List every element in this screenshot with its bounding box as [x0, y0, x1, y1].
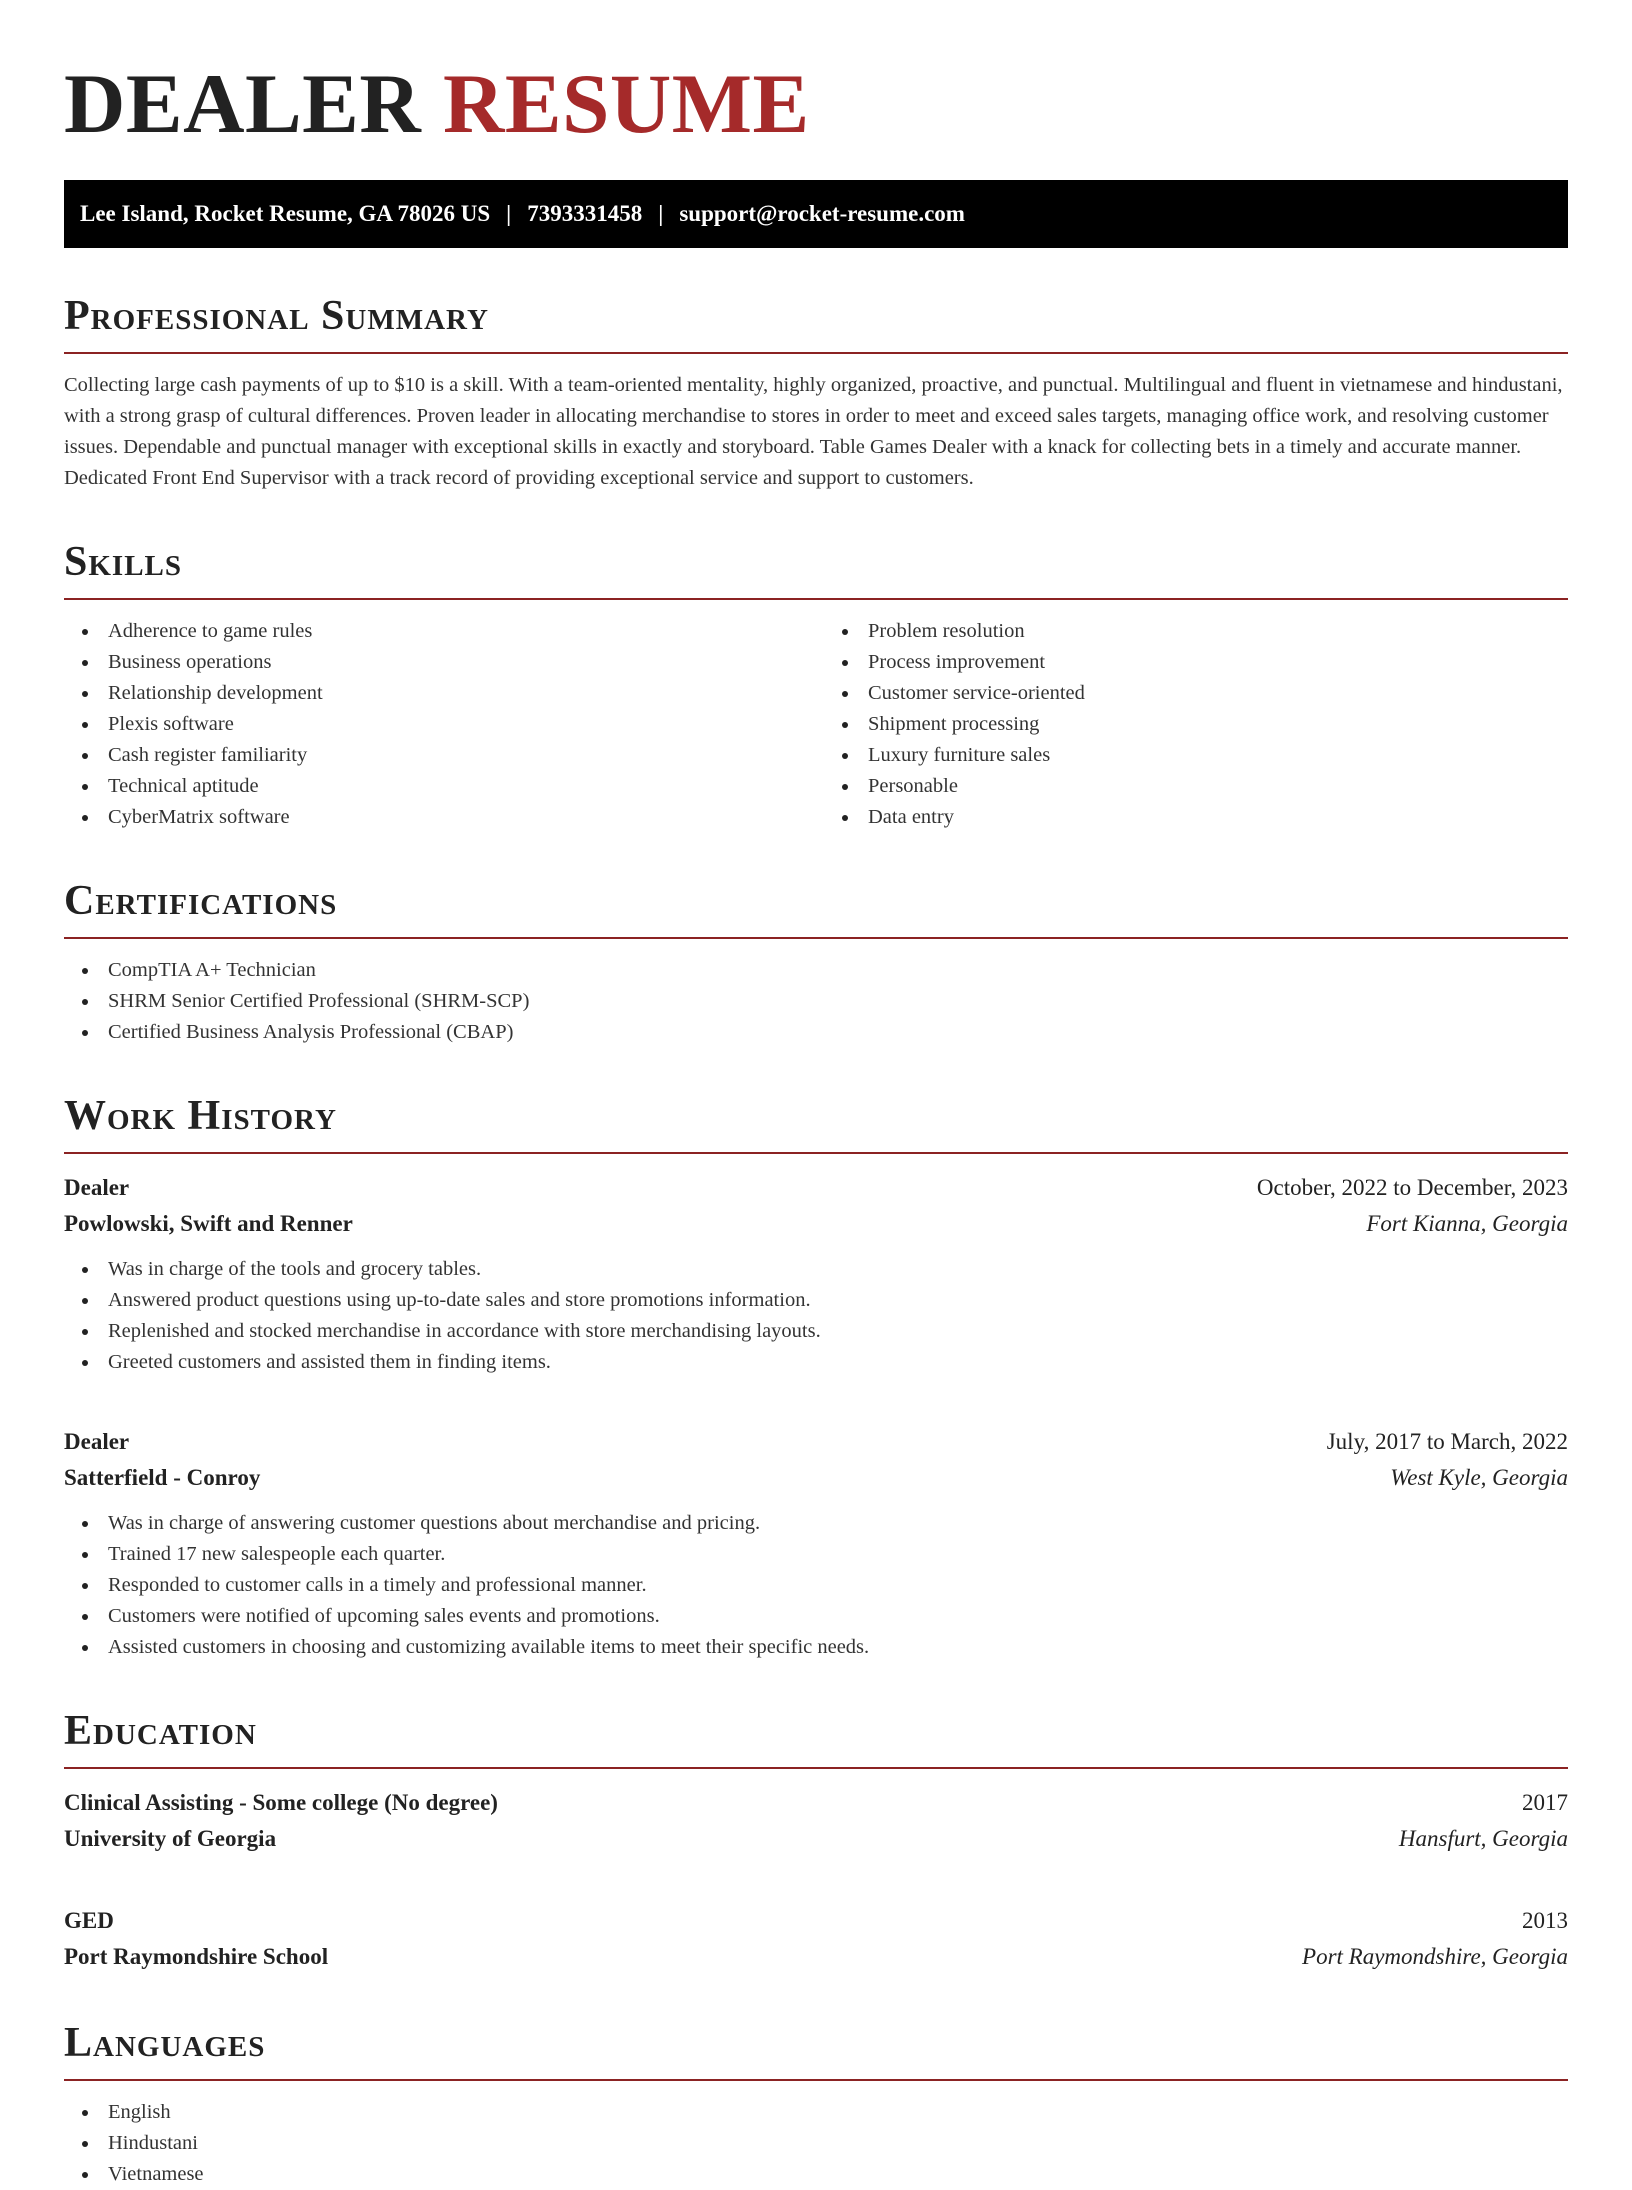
certification-item: Certified Business Analysis Professional (CBAP)	[108, 1017, 1568, 1048]
languages-list	[64, 2097, 1568, 2190]
work-history-heading: Work History	[64, 1092, 1568, 1154]
job-duty: Responded to customer calls in a timely and professional manner.	[108, 1570, 1568, 1601]
job-location: West Kyle, Georgia	[1390, 1465, 1568, 1490]
contact-separator: |	[506, 201, 512, 226]
skill-item: Personable	[868, 771, 1568, 802]
education-degree: GED	[64, 1908, 114, 1933]
language-item: Vietnamese	[108, 2159, 1568, 2190]
skills-heading: Skills	[64, 538, 1568, 600]
education-location: Port Raymondshire, Georgia	[1302, 1944, 1568, 1969]
job-duties-list	[64, 1508, 1568, 1663]
certification-item: SHRM Senior Certified Professional (SHRM-SCP)	[108, 986, 1568, 1017]
education-school: Port Raymondshire School	[64, 1944, 329, 1969]
summary-section	[64, 292, 1568, 494]
skill-item: CyberMatrix software	[108, 802, 808, 833]
skill-item: Problem resolution	[868, 616, 1568, 647]
skill-item: Cash register familiarity	[108, 740, 808, 771]
summary-text: Collecting large cash payments of up to $10 is a skill. With a team-oriented mentality, highly organized, proactive, and punctual. Multilingual and fluent in vietnamese and hindustani, with a strong grasp of cultural differences. Proven leader in allocating merchandise to stores in order to meet and exceed sales targets, managing office work, and resolving customer issues. Dependable and punctual manager with exceptional skills in exactly and storyboard. Table Games Dealer with a knack for collecting bets in a timely and accurate manner. Dedicated Front End Supervisor with a track record of providing exceptional service and support to customers.	[64, 374, 1563, 489]
certifications-list	[64, 955, 1568, 1048]
job-duty: Was in charge of answering customer questions about merchandise and pricing.	[108, 1508, 1568, 1539]
certifications-heading: Certifications	[64, 877, 1568, 939]
skills-section	[64, 538, 1568, 833]
skill-item: Business operations	[108, 647, 808, 678]
languages-heading: Languages	[64, 2019, 1568, 2081]
skill-item: Luxury furniture sales	[868, 740, 1568, 771]
job-duty: Was in charge of the tools and grocery tables.	[108, 1254, 1568, 1285]
title-part-2: RESUME	[443, 57, 810, 151]
contact-address: Lee Island, Rocket Resume, GA 78026 US	[80, 201, 491, 226]
skill-item: Adherence to game rules	[108, 616, 808, 647]
education-location: Hansfurt, Georgia	[1398, 1826, 1568, 1851]
education-school: University of Georgia	[64, 1826, 277, 1851]
job-duty: Trained 17 new salespeople each quarter.	[108, 1539, 1568, 1570]
job-dates: July, 2017 to March, 2022	[1326, 1429, 1568, 1454]
education-year: 2017	[1522, 1790, 1568, 1815]
job-title: Dealer	[64, 1175, 130, 1200]
skills-grid	[64, 600, 1568, 833]
skills-list-left	[64, 616, 808, 833]
skill-item: Data entry	[868, 802, 1568, 833]
skill-item: Relationship development	[108, 678, 808, 709]
job-duty: Answered product questions using up-to-date sales and store promotions information.	[108, 1285, 1568, 1316]
work-history-section	[64, 1092, 1568, 1663]
job-duty: Greeted customers and assisted them in finding items.	[108, 1347, 1568, 1378]
skill-item: Shipment processing	[868, 709, 1568, 740]
skill-item: Process improvement	[868, 647, 1568, 678]
skill-item: Plexis software	[108, 709, 808, 740]
education-section	[64, 1707, 1568, 1975]
education-heading: Education	[64, 1707, 1568, 1769]
summary-heading: Professional Summary	[64, 292, 1568, 354]
certification-item: CompTIA A+ Technician	[108, 955, 1568, 986]
job-company: Powlowski, Swift and Renner	[64, 1211, 353, 1236]
education-entry	[64, 1785, 1568, 1857]
job-entry	[64, 1170, 1568, 1378]
education-year: 2013	[1522, 1908, 1568, 1933]
job-title: Dealer	[64, 1429, 130, 1454]
languages-section	[64, 2019, 1568, 2190]
job-location: Fort Kianna, Georgia	[1366, 1211, 1568, 1236]
job-duty: Replenished and stocked merchandise in accordance with store merchandising layouts.	[108, 1316, 1568, 1347]
language-item: Hindustani	[108, 2128, 1568, 2159]
skill-item: Technical aptitude	[108, 771, 808, 802]
contact-bar	[64, 180, 1568, 248]
job-duty: Customers were notified of upcoming sales events and promotions.	[108, 1601, 1568, 1632]
education-degree: Clinical Assisting - Some college (No degree)	[64, 1790, 498, 1815]
contact-phone: 7393331458	[527, 201, 643, 226]
language-item: English	[108, 2097, 1568, 2128]
skills-list-right	[808, 616, 1568, 833]
education-entry	[64, 1903, 1568, 1975]
job-entry	[64, 1424, 1568, 1663]
job-duties-list	[64, 1254, 1568, 1378]
skill-item: Customer service-oriented	[868, 678, 1568, 709]
job-duty: Assisted customers in choosing and customizing available items to meet their specific needs.	[108, 1632, 1568, 1663]
resume-title	[64, 58, 1568, 150]
contact-email: support@rocket-resume.com	[679, 201, 965, 226]
contact-separator: |	[658, 201, 664, 226]
title-part-1: DEALER	[64, 57, 422, 151]
job-dates: October, 2022 to December, 2023	[1256, 1175, 1568, 1200]
certifications-section	[64, 877, 1568, 1048]
job-company: Satterfield - Conroy	[64, 1465, 261, 1490]
